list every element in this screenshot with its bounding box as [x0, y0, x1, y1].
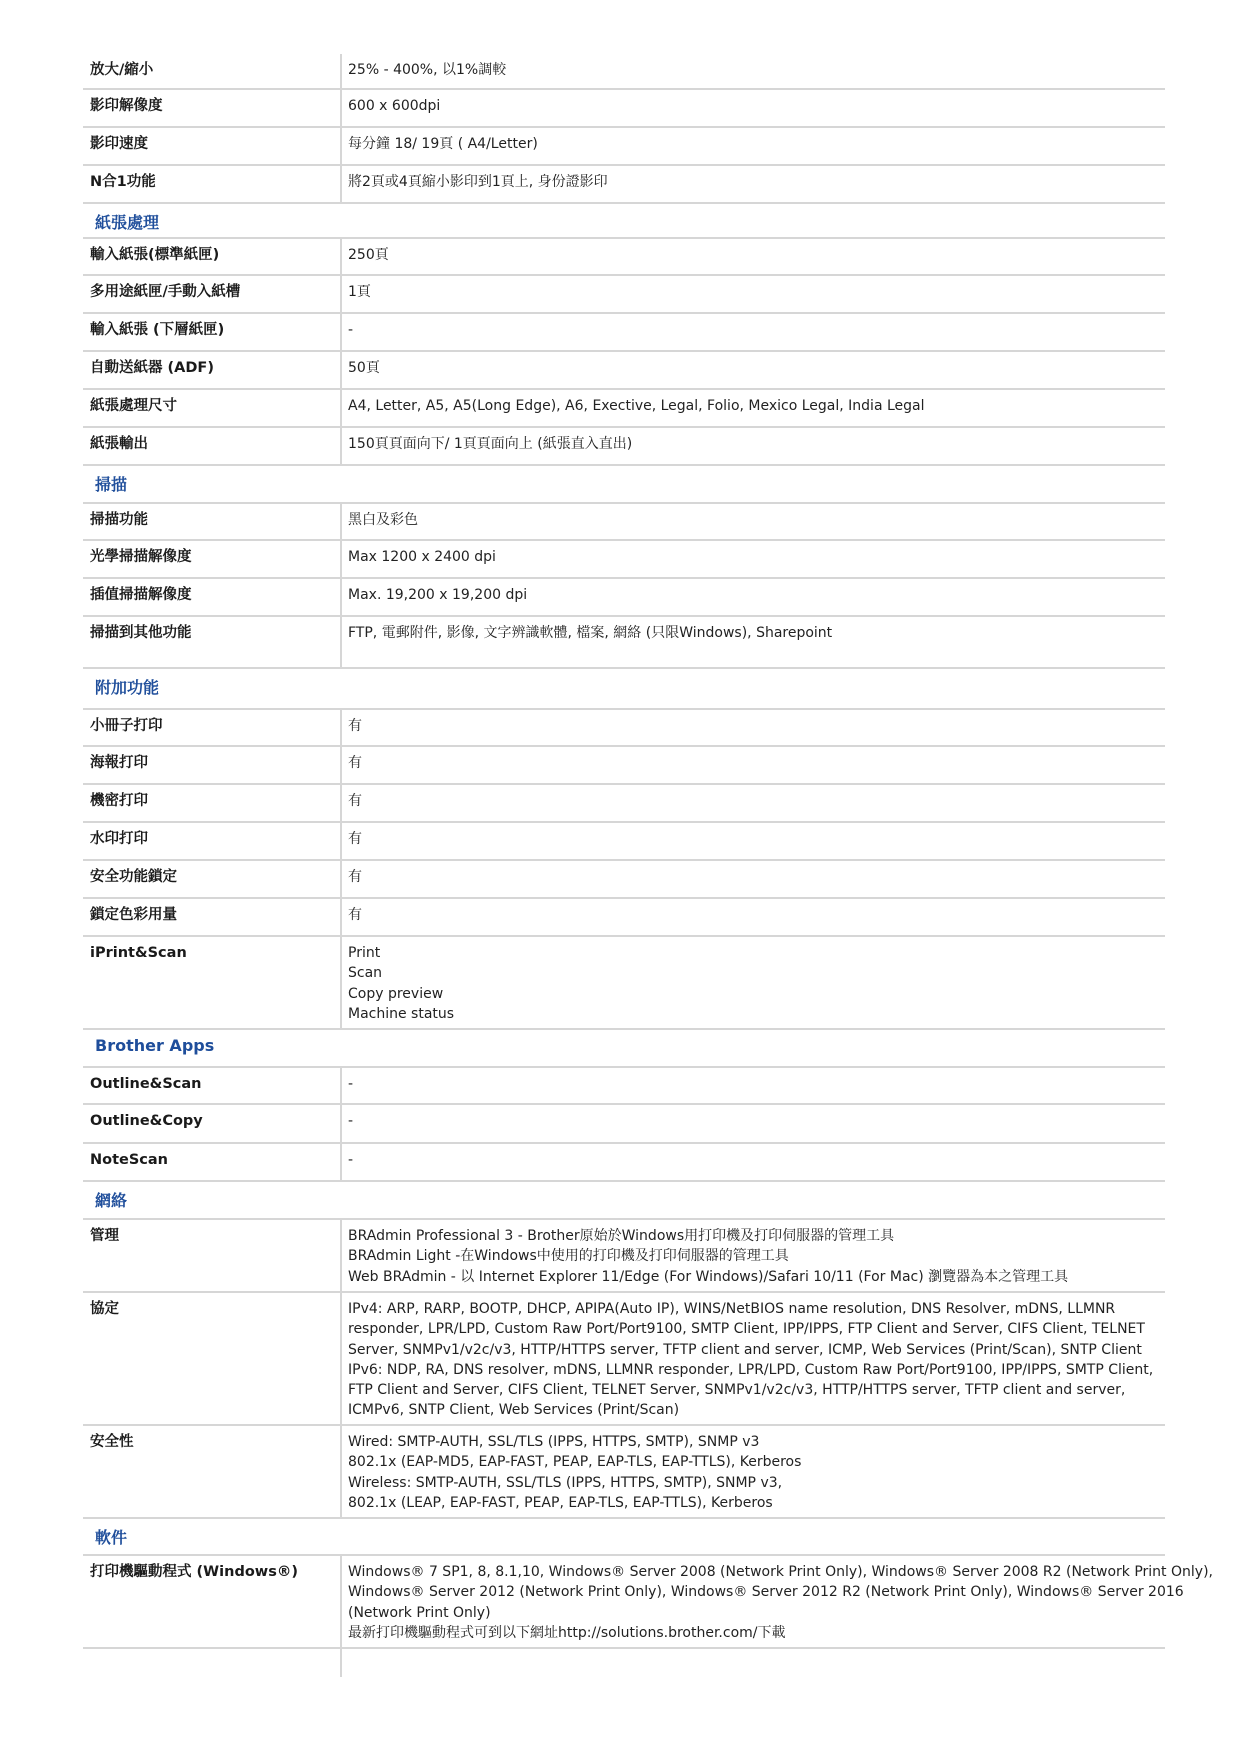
spec-label: 影印速度 — [83, 128, 342, 164]
spec-label: 自動送紙器 (ADF) — [83, 352, 342, 388]
spec-group — [83, 466, 1165, 669]
spec-value — [342, 90, 1165, 126]
spec-row — [83, 579, 1165, 617]
spec-value-line: 250頁 — [348, 247, 389, 263]
spec-label: 安全功能鎖定 — [83, 861, 342, 897]
spec-value-line: 有 — [348, 718, 362, 734]
spec-value-line: Print — [348, 945, 381, 961]
spec-value — [342, 710, 1165, 745]
spec-value-line: Max 1200 x 2400 dpi — [348, 549, 496, 565]
spec-label: NoteScan — [83, 1144, 342, 1180]
spec-value-line: 有 — [348, 869, 362, 885]
spec-value-line: Web BRAdmin - 以 Internet Explorer 11/Edge (For Windows)/Safari 10/11 (For Mac) 瀏覽器為本之管理工具 — [348, 1268, 1069, 1285]
spec-value-line: ICMPv6, SNTP Client, Web Services (Print/Scan) — [348, 1402, 680, 1419]
spec-row — [83, 617, 1165, 669]
spec-group — [83, 1182, 1165, 1519]
spec-row — [83, 937, 1165, 1030]
spec-value — [342, 823, 1165, 859]
spec-value-line: Windows® 7 SP1, 8, 8.1,10, Windows® Server 2008 (Network Print Only), Windows® Server 2008 R2 (Network Print Only), — [348, 1564, 1213, 1580]
spec-value-line: 有 — [348, 755, 362, 771]
spec-value-line: A4, Letter, A5, A5(Long Edge), A6, Exective, Legal, Folio, Mexico Legal, India Legal — [348, 398, 925, 414]
spec-row — [83, 54, 1165, 90]
spec-label: 掃描到其他功能 — [83, 617, 342, 667]
spec-row — [83, 823, 1165, 861]
spec-value-line: Scan — [348, 965, 383, 982]
spec-label: 輸入紙張 (下層紙匣) — [83, 314, 342, 350]
spec-value-line: BRAdmin Professional 3 - Brother原始於Windows用打印機及打印伺服器的管理工具 — [348, 1228, 895, 1244]
spec-value-line: - — [348, 1113, 354, 1129]
spec-value — [342, 617, 1165, 667]
spec-row — [83, 1144, 1165, 1182]
spec-row — [83, 1220, 1165, 1293]
spec-value — [342, 861, 1165, 897]
spec-value-line: - — [348, 1152, 354, 1168]
spec-group — [83, 669, 1165, 1030]
spec-value-line: 黑白及彩色 — [348, 512, 418, 528]
spec-value-line: responder, LPR/LPD, Custom Raw Port/Port9100, SMTP Client, IPP/IPPS, FTP Client and Server, CIFS Client, TELNET — [348, 1321, 1145, 1338]
section-heading: 軟件 — [83, 1519, 1165, 1556]
spec-value-line: (Network Print Only) — [348, 1604, 491, 1621]
spec-row — [83, 1105, 1165, 1144]
spec-value — [342, 1068, 1165, 1103]
spec-row — [83, 1556, 1213, 1649]
spec-value-line: 802.1x (EAP-MD5, EAP-FAST, PEAP, EAP-TLS, EAP-TTLS), Kerberos — [348, 1454, 802, 1471]
spec-value-line: Wired: SMTP-AUTH, SSL/TLS (IPPS, HTTPS, SMTP), SNMP v3 — [348, 1434, 760, 1450]
spec-value-line: FTP Client and Server, CIFS Client, TELNET Server, SNMPv1/v2c/v3, HTTP/HTTPS server, TFTP client and server, — [348, 1382, 1126, 1399]
spec-value-line: Machine status — [348, 1005, 455, 1022]
spec-label: N合1功能 — [83, 166, 342, 202]
spec-value-line: IPv6: NDP, RA, DNS resolver, mDNS, LLMNR responder, LPR/LPD, Custom Raw Port/Port9100, IPP/IPPS, SMTP Client, — [348, 1361, 1154, 1378]
spec-row — [83, 352, 1165, 390]
section-heading: 附加功能 — [83, 669, 1165, 710]
spec-value — [342, 937, 1165, 1028]
spec-label: Outline&Copy — [83, 1105, 342, 1142]
spec-row — [83, 1068, 1165, 1105]
spec-value-line: 1頁 — [348, 284, 371, 300]
spec-label: 協定 — [83, 1293, 342, 1424]
spec-value — [342, 314, 1165, 350]
spec-value-line: 有 — [348, 907, 362, 923]
spec-label: 海報打印 — [83, 747, 342, 783]
spec-label: 紙張輸出 — [83, 428, 342, 464]
spec-value — [342, 352, 1165, 388]
spec-value-line: 最新打印機驅動程式可到以下網址http://solutions.brother.com/下載 — [348, 1624, 786, 1641]
spec-label: Outline&Scan — [83, 1068, 342, 1103]
spec-group — [83, 1030, 1165, 1182]
spec-value — [342, 785, 1165, 821]
spec-value-line: - — [348, 322, 354, 338]
spec-table — [83, 54, 1213, 1677]
spec-group — [83, 204, 1165, 466]
spec-value-line: IPv4: ARP, RARP, BOOTP, DHCP, APIPA(Auto IP), WINS/NetBIOS name resolution, DNS Resolver, mDNS, LLMNR — [348, 1301, 1116, 1317]
spec-value — [342, 390, 1165, 426]
spec-value — [342, 1105, 1165, 1142]
trailing-divider — [83, 1649, 342, 1677]
spec-value-line: 802.1x (LEAP, EAP-FAST, PEAP, EAP-TLS, EAP-TTLS), Kerberos — [348, 1494, 773, 1511]
spec-label: 影印解像度 — [83, 90, 342, 126]
spec-row — [83, 128, 1165, 166]
spec-group — [83, 54, 1165, 204]
spec-row — [83, 541, 1165, 579]
spec-value-line: 每分鐘 18/ 19頁 ( A4/Letter) — [348, 136, 538, 152]
spec-value — [342, 276, 1165, 312]
spec-value — [342, 1293, 1165, 1424]
spec-label: 光學掃描解像度 — [83, 541, 342, 577]
spec-value-line: 600 x 600dpi — [348, 98, 441, 114]
spec-value-line: 25% - 400%, 以1%調較 — [348, 62, 507, 78]
spec-row — [83, 390, 1165, 428]
spec-label: 小冊子打印 — [83, 710, 342, 745]
spec-value-line: Max. 19,200 x 19,200 dpi — [348, 587, 528, 603]
spec-value-line: 有 — [348, 793, 362, 809]
section-heading: 掃描 — [83, 466, 1165, 504]
spec-row — [83, 785, 1165, 823]
spec-label: 鎖定色彩用量 — [83, 899, 342, 935]
spec-label: 插值掃描解像度 — [83, 579, 342, 615]
spec-value-line: 將2頁或4頁縮小影印到1頁上, 身份證影印 — [348, 174, 608, 190]
spec-row — [83, 1426, 1165, 1519]
spec-value — [342, 1426, 1165, 1517]
spec-label: 安全性 — [83, 1426, 342, 1517]
spec-value — [342, 54, 1165, 88]
spec-value-line: 50頁 — [348, 360, 380, 376]
spec-row — [83, 861, 1165, 899]
spec-value — [342, 128, 1165, 164]
spec-row — [83, 899, 1165, 937]
spec-label: 管理 — [83, 1220, 342, 1291]
spec-row — [83, 747, 1165, 785]
spec-value-line: 有 — [348, 831, 362, 847]
spec-row — [83, 239, 1165, 276]
spec-row — [83, 504, 1165, 541]
spec-value — [342, 428, 1165, 464]
spec-row — [83, 428, 1165, 466]
spec-value-line: Server, SNMPv1/v2c/v3, HTTP/HTTPS server, TFTP client and server, ICMP, Web Services (Print/Scan), SNTP Client — [348, 1341, 1142, 1358]
section-heading: Brother Apps — [83, 1030, 1165, 1068]
spec-label: iPrint&Scan — [83, 937, 342, 1028]
spec-value-line: Copy preview — [348, 985, 444, 1002]
spec-value — [342, 1556, 1221, 1647]
spec-value — [342, 504, 1165, 539]
spec-label: 水印打印 — [83, 823, 342, 859]
spec-label: 多用途紙匣/手動入紙槽 — [83, 276, 342, 312]
spec-row — [83, 166, 1165, 204]
spec-row — [83, 1293, 1165, 1426]
trailing-empty-row — [83, 1649, 1165, 1677]
spec-value — [342, 541, 1165, 577]
spec-row — [83, 90, 1165, 128]
spec-value — [342, 1220, 1165, 1291]
spec-label: 機密打印 — [83, 785, 342, 821]
spec-value-line: 150頁頁面向下/ 1頁頁面向上 (紙張直入直出) — [348, 436, 633, 452]
spec-label: 掃描功能 — [83, 504, 342, 539]
spec-row — [83, 276, 1165, 314]
spec-value — [342, 899, 1165, 935]
spec-label: 紙張處理尺寸 — [83, 390, 342, 426]
spec-value — [342, 747, 1165, 783]
spec-label: 放大/縮小 — [83, 54, 342, 88]
spec-group — [83, 1519, 1213, 1649]
section-heading: 紙張處理 — [83, 204, 1165, 239]
spec-value-line: FTP, 電郵附件, 影像, 文字辨識軟體, 檔案, 網絡 (只限Windows), Sharepoint — [348, 625, 833, 641]
spec-value — [342, 579, 1165, 615]
spec-value-line: Wireless: SMTP-AUTH, SSL/TLS (IPPS, HTTPS, SMTP), SNMP v3, — [348, 1474, 783, 1491]
spec-label: 打印機驅動程式 (Windows®) — [83, 1556, 342, 1647]
spec-value — [342, 166, 1165, 202]
spec-row — [83, 710, 1165, 747]
spec-row — [83, 314, 1165, 352]
spec-value — [342, 239, 1165, 274]
spec-value — [342, 1144, 1165, 1180]
spec-value-line: - — [348, 1076, 354, 1092]
spec-value-line: BRAdmin Light -在Windows中使用的打印機及打印伺服器的管理工具 — [348, 1248, 789, 1265]
spec-value-line: Windows® Server 2012 (Network Print Only), Windows® Server 2012 R2 (Network Print Only), Windows® Server 2016 — [348, 1584, 1184, 1601]
section-heading: 網絡 — [83, 1182, 1165, 1220]
spec-label: 輸入紙張(標準紙匣) — [83, 239, 342, 274]
